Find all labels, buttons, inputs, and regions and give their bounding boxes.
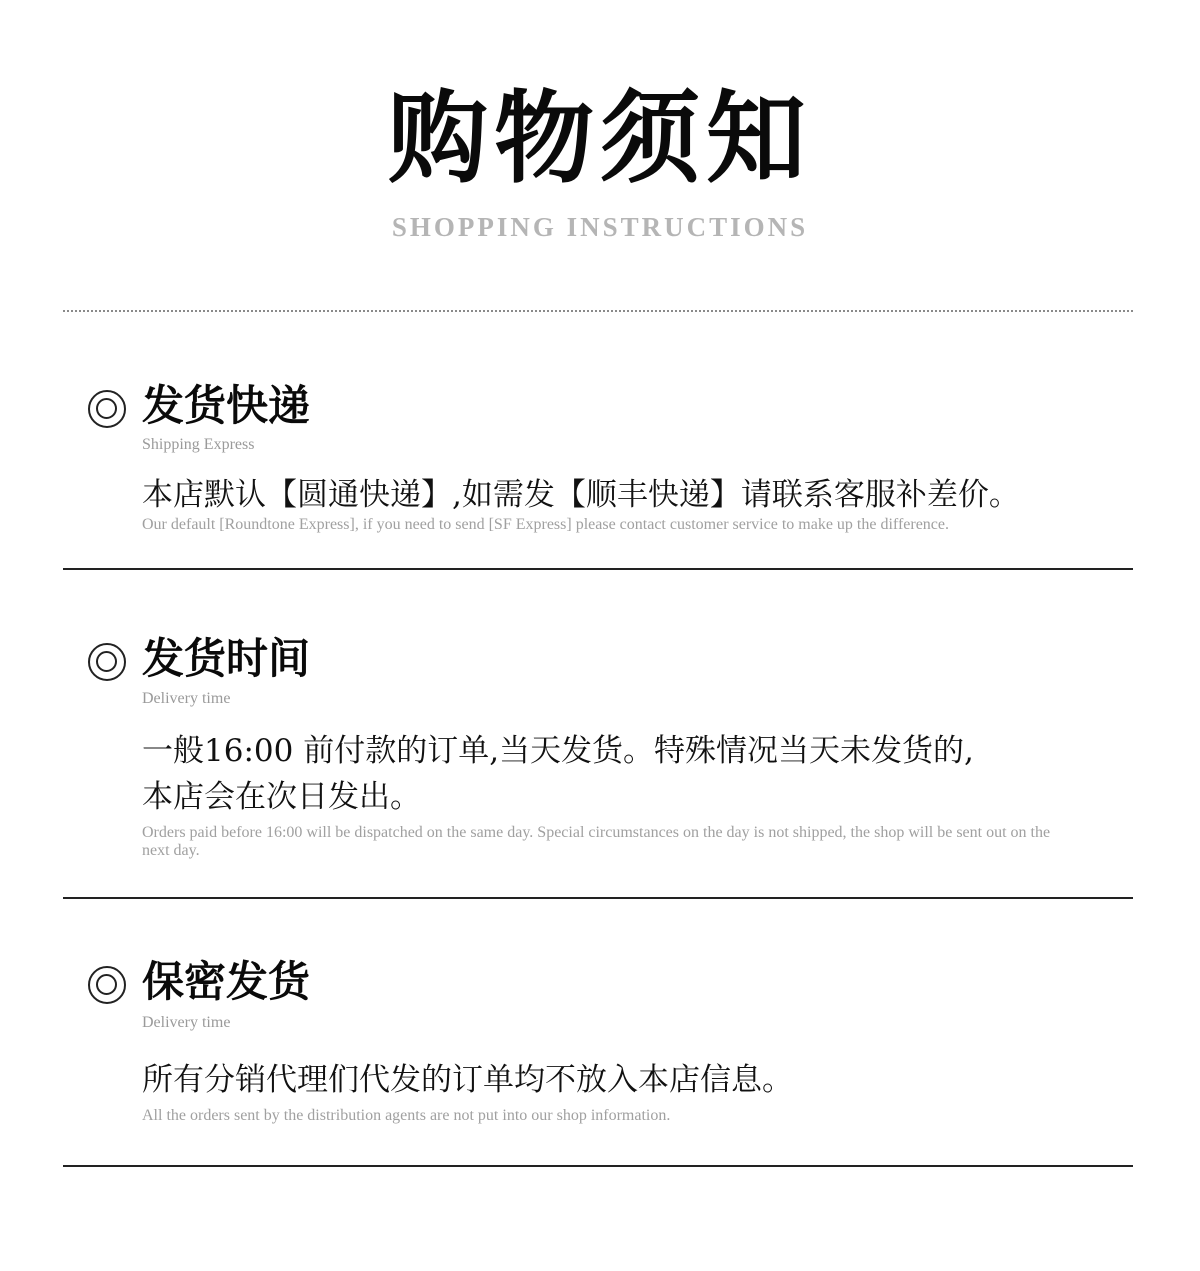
section-body-cn-line2-delivery-time: 本店会在次日发出。 (142, 779, 421, 815)
section-divider (63, 897, 1133, 899)
section-divider (63, 568, 1133, 570)
section-body-en-confidential-delivery: All the orders sent by the distribution agents are not put into our shop information. (142, 1107, 671, 1124)
section-body-en-delivery-time: Orders paid before 16:00 will be dispatched on the same day. Special circumstances on the day is not shipped, the shop will be sent out on the next day. (142, 824, 1051, 859)
page-title: 购物须知 (388, 79, 812, 197)
section-body-en-shipping-express: Our default [Roundtone Express], if you need to send [SF Express] please contact customer service to make up the difference. (142, 516, 950, 533)
double-circle-icon (88, 966, 126, 1004)
page-subtitle: SHOPPING INSTRUCTIONS (391, 212, 809, 242)
section-subtitle-delivery-time: Delivery time (142, 690, 231, 707)
section-body-cn-line1-delivery-time: 一般16:00 前付款的订单,当天发货。特殊情况当天未发货的, (142, 733, 974, 769)
double-circle-icon (88, 390, 126, 428)
section-title-delivery-time: 发货时间 (142, 634, 311, 683)
section-subtitle-confidential-delivery: Delivery time (142, 1014, 231, 1031)
section-title-shipping-express: 发货快递 (142, 381, 311, 430)
section-body-cn-shipping-express: 本店默认【圆通快递】,如需发【顺丰快递】请联系客服补差价。 (142, 477, 1020, 513)
double-circle-icon (88, 643, 126, 681)
section-divider (63, 1165, 1133, 1167)
section-body-cn-confidential-delivery: 所有分销代理们代发的订单均不放入本店信息。 (142, 1062, 793, 1098)
section-title-confidential-delivery: 保密发货 (142, 957, 311, 1006)
section-subtitle-shipping-express: Shipping Express (142, 436, 255, 453)
dotted-divider (63, 310, 1133, 312)
